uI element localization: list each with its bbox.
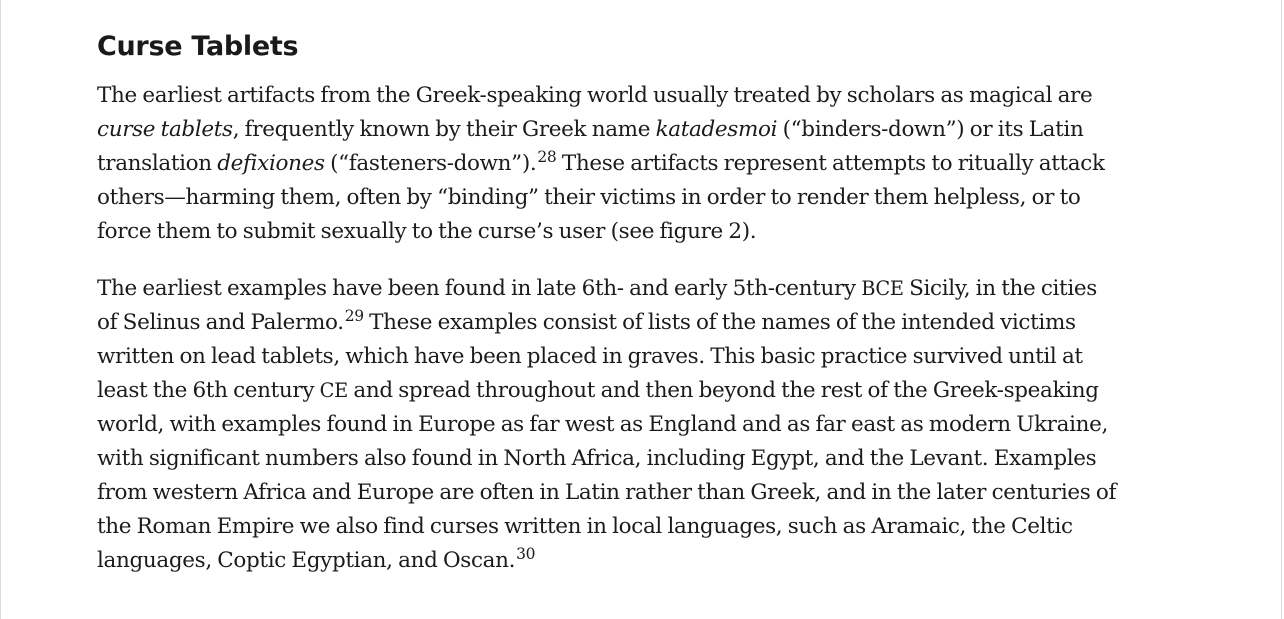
paragraph: [97, 272, 1192, 578]
text-run: from western Africa and Europe are often in Latin rather than Greek, and in the later centuries of: [97, 480, 1117, 505]
text-run: (“fasteners-down”).: [324, 151, 537, 176]
text-run: The earliest examples have been found in late 6th- and early 5th-century: [97, 276, 862, 301]
text-run: These artifacts represent attempts to ritually attack: [556, 151, 1105, 176]
era-abbreviation: BCE: [861, 277, 904, 300]
text-line: [97, 147, 1192, 181]
italic-term: katadesmoi: [655, 117, 778, 142]
text-run: (“binders-down”) or its Latin: [777, 117, 1084, 142]
text-run: The earliest artifacts from the Greek-speaking world usually treated by scholars as magical are: [97, 83, 1093, 108]
era-abbreviation: CE: [319, 379, 348, 402]
text-line: [97, 510, 1192, 544]
text-line: [97, 79, 1192, 113]
text-run: world, with examples found in Europe as far west as England and as far east as modern Ukraine,: [97, 412, 1108, 437]
text-line: [97, 272, 1192, 306]
text-line: [97, 340, 1192, 374]
text-line: [97, 442, 1192, 476]
text-run: force them to submit sexually to the curse’s user (see figure 2).: [97, 219, 757, 244]
article-content: [97, 28, 1192, 578]
footnote-reference[interactable]: 28: [537, 147, 557, 166]
text-run: translation: [97, 151, 218, 176]
section-heading: Curse Tablets: [97, 31, 299, 62]
text-line: [97, 544, 1192, 578]
italic-term: curse tablets: [97, 117, 233, 142]
text-run: of Selinus and Palermo.: [97, 310, 344, 335]
text-line: [97, 476, 1192, 510]
text-run: the Roman Empire we also find curses written in local languages, such as Aramaic, the Celtic: [97, 514, 1073, 539]
text-run: written on lead tablets, which have been placed in graves. This basic practice survived until at: [97, 344, 1083, 369]
text-run: with significant numbers also found in North Africa, including Egypt, and the Levant. Examples: [97, 446, 1097, 471]
text-line: [97, 306, 1192, 340]
text-run: , frequently known by their Greek name: [232, 117, 656, 142]
footnote-reference[interactable]: 29: [344, 306, 364, 325]
paragraph: [97, 79, 1192, 249]
text-line: [97, 374, 1192, 408]
text-line: [97, 113, 1192, 147]
text-run: languages, Coptic Egyptian, and Oscan.: [97, 548, 516, 573]
body-text: [97, 79, 1192, 578]
italic-term: defixiones: [217, 151, 325, 176]
text-line: [97, 408, 1192, 442]
text-line: [97, 215, 1192, 249]
text-run: and spread throughout and then beyond the rest of the Greek-speaking: [347, 378, 1099, 403]
text-run: These examples consist of lists of the names of the intended victims: [363, 310, 1076, 335]
text-run: least the 6th century: [97, 378, 320, 403]
text-line: [97, 181, 1192, 215]
text-run: Sicily, in the cities: [903, 276, 1097, 301]
text-run: others—harming them, often by “binding” their victims in order to render them helpless, or to: [97, 185, 1081, 210]
footnote-reference[interactable]: 30: [516, 544, 536, 563]
